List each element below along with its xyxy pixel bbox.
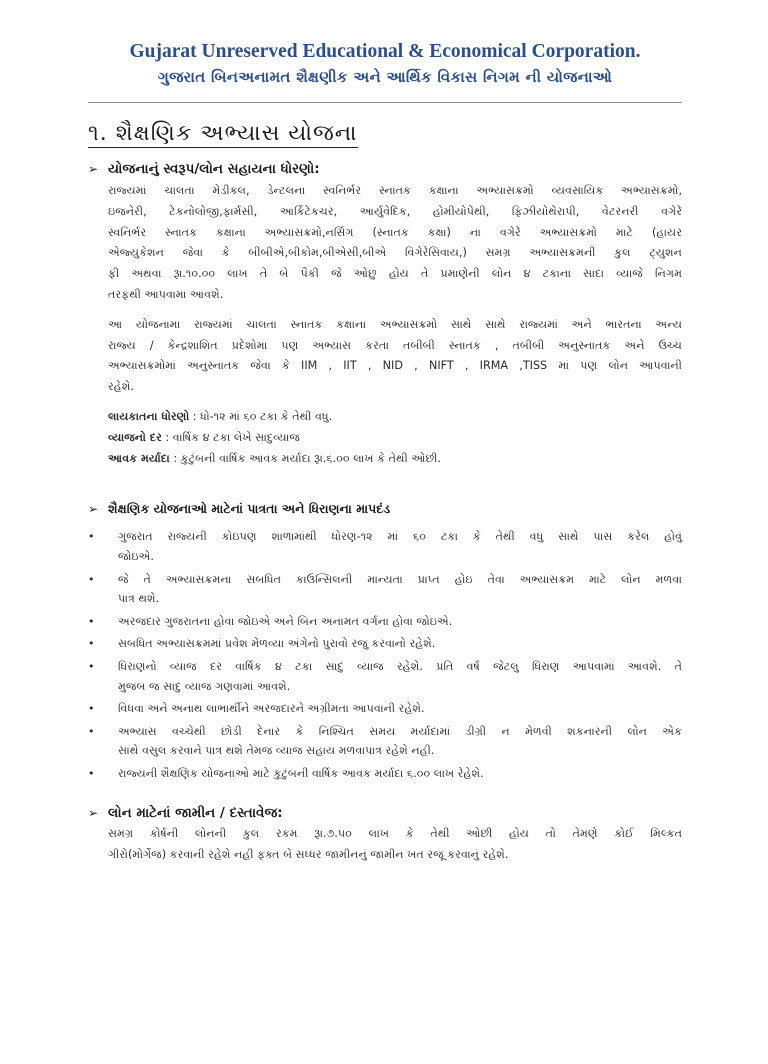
list-item — [88, 527, 682, 566]
list-item — [88, 612, 682, 632]
bullet-dot-icon: • — [88, 614, 95, 628]
paragraph-line: ગીરો(મોર્ગેજ) કરવાની રહેશે નહી ફક્ત બે સધ્ધર જામીનનું જામીન ખત રજૂ કરવાનું રહેશે. — [108, 848, 509, 862]
income-label: આવક મર્યાદા — [108, 451, 170, 465]
list-item — [88, 699, 682, 719]
section-heading-eligibility-criteria — [88, 499, 682, 519]
bullet-dot-icon: • — [88, 724, 95, 738]
organization-name-english: Gujarat Unreserved Educational & Economical Corporation. — [129, 41, 641, 62]
organization-name-gujarati: ગુજરાત બિનઅનામત શૈક્ષણીક અને આર્થિક વિકાસ નિગમ ની યોજનાઓ — [157, 68, 613, 86]
list-item-line: રાજ્યની શૈક્ષણિક યોજનાઓ માટે કુટુંબની વાર્ષિક આવક મર્યાદા ૬.૦૦ લાખ રેહેશે. — [118, 766, 484, 780]
list-item-line: અરજદાર ગુજરાતના હોવા જોઇએ અને બિન અનામત વર્ગના હોવા જોઇએ. — [118, 614, 453, 628]
income-value: : કુટુંબની વાર્ષિક આવક મર્યાદા રૂા.૬.૦૦ લાખ કે તેથી ઓછી. — [169, 451, 442, 465]
loan-description-paragraph — [88, 181, 682, 306]
list-item — [88, 634, 682, 654]
paragraph-line: સમગ્ર કોર્ષની લોનની કુલ રકમ રૂા.૭.૫૦ લાખ કે તેથી ઓછી હોય તો તેમણે કોઈ મિલ્કત — [108, 827, 682, 841]
eligibility-label: લાયકાતના ધોરણો — [108, 409, 190, 423]
paragraph-line: એજ્યુકેશન જેવા કે બીબીએ,બીકોમ,બીએસી,બીએ વિગેરેસિવાય,) સમગ્ર અભ્યાસક્રમની કુલ ટ્યુશન — [108, 246, 682, 260]
paragraph-line: ઇજનેરી, ટેકનોલોજી,ફાર્મસી, આર્કિટેકચર, આર્યુવેદિક, હોમીયોપેથી, ફિઝીયોથેરાપી, વેટરનરી વગેરે — [108, 204, 682, 218]
paragraph-line: રહેશે. — [108, 380, 134, 394]
paragraph-line: આ યોજનામા રાજ્યમાં ચાલતા સ્નાતક કક્ષાના અભ્યાસક્રમો સાથે સાથે રાજ્યમાં અને ભારતના અન્ય — [108, 317, 682, 331]
guarantee-paragraph — [88, 824, 682, 866]
document-page — [0, 40, 768, 1064]
scheme-title — [88, 119, 682, 149]
list-item-line: પાત્ર થશે. — [118, 592, 160, 606]
bullet-dot-icon: • — [88, 766, 95, 780]
header-divider — [88, 102, 682, 103]
list-item-line: અભ્યાસ વચ્ચેથી છોડી દેનાર કે નિશ્ચિત સમય મર્યાદામાં ડીગ્રી ન મેળવી શકનારની લોન એક — [118, 724, 682, 738]
section-heading-text: શૈક્ષણિક યોજનાઓ માટેનાં પાત્રતા અને ધિરાણના માપદંડ — [108, 501, 391, 517]
interest-value: : વાર્ષિક ૪ ટકા લેખે સાદુવ્યાજ — [161, 430, 300, 444]
paragraph-line: ફી અથવા રૂા.૧૦.૦૦ લાખ તે બે પૈકી જે ઓછુ હોય તે પ્રમાણેની લોન ૪ ટકાના સાદા વ્યાજે નિગમ — [108, 267, 682, 281]
arrow-bullet-icon: ➢ — [88, 502, 99, 517]
eligibility-details — [88, 407, 682, 469]
income-line — [108, 449, 682, 470]
eligibility-value: : ધો-૧૨ માં ૬૦ ટકા કે તેથી વધુ. — [189, 409, 333, 423]
arrow-bullet-icon: ➢ — [88, 806, 99, 821]
bullet-dot-icon: • — [88, 637, 95, 651]
list-item-line: સબધિત અભ્યાસક્રમમાં પ્રવેશ મેળવ્યા અંગેનો પુરાવો રજુ કરવાનો રહેશે. — [118, 637, 436, 651]
bullet-dot-icon: • — [88, 530, 95, 544]
list-item-line: મુજબ જ સાદુ વ્યાજ ગણવામાં આવશે. — [118, 679, 291, 693]
scheme-title-text: ૧. શૈક્ષણિક અભ્યાસ યોજના — [88, 121, 358, 146]
list-item-line: સાથે વસુલ કરવાને પાત્ર થશે તેમજ વ્યાજ સહાય મળવાપાત્ર રહેશે નહી. — [118, 744, 435, 758]
bullet-dot-icon: • — [88, 659, 95, 673]
list-item-line: ગુજરાત રાજ્યની કોઇપણ શાળામાંથી ધોરણ-૧૨ માં ૬૦ ટકા કે તેથી વધુ સાથે પાસ કરેલ હોવું — [118, 530, 682, 544]
scheme-coverage-paragraph — [88, 315, 682, 398]
list-item — [88, 657, 682, 696]
section-heading-text: લોન માટેનાં જામીન / દસ્તાવેજ: — [108, 805, 283, 822]
paragraph-line: તરફથી આપવામા આવશે. — [108, 287, 224, 301]
eligibility-line — [108, 407, 682, 428]
list-item — [88, 722, 682, 761]
list-item-line: ધિરાણનો વ્યાજ દર વાર્ષિક ૪ ટકા સાદું વ્યાજ રહેશે. પ્રતિ વર્ષ જેટલુ ધિરાણ આપવામાં આવશે. તે — [118, 659, 682, 673]
list-item-line: જોઇએ. — [118, 549, 154, 563]
paragraph-line: રાજ્યમાં ચાલતા મેડીકલ, ડેન્ટલના સ્વનિર્ભર સ્નાતક કક્ષાના અભ્યાસક્રમો વ્યવસાયિક અભ્યાસક્રમો, — [108, 184, 682, 197]
eligibility-criteria-list — [88, 527, 682, 783]
section-heading-text: યોજનાનું સ્વરૂપ/લોન સહાયના ધોરણો: — [108, 161, 320, 177]
interest-label: વ્યાજનો દર — [108, 430, 162, 444]
list-item — [88, 570, 682, 609]
list-item-line: જે તે અભ્યાસક્રમના સબધિત કાઉન્સિલની માન્યતા પ્રાપ્ત હોઇ તેવા અભ્યાસક્રમ માટે લોન મળવા — [118, 572, 682, 586]
paragraph-line: સ્વનિર્ભર સ્નાતક કક્ષાના અભ્યાસક્રમો,નર્સિંગ (સ્નાતક કક્ષા) ના વગેરે અભ્યાસક્રમો માટે (હાયર — [108, 225, 682, 239]
paragraph-line: અભ્યાસક્રમોમાં અનુસ્નાતક જેવા કે IIM , IIT , NID , NIFT , IRMA ,TISS માં પણ લોન આપવાની — [108, 359, 682, 373]
bullet-dot-icon: • — [88, 572, 95, 586]
arrow-bullet-icon: ➢ — [88, 162, 99, 176]
interest-line — [108, 428, 682, 449]
section-heading-loan-norms — [88, 159, 682, 179]
section-heading-guarantee-documents — [88, 803, 682, 823]
bullet-dot-icon: • — [88, 702, 95, 716]
list-item — [88, 764, 682, 784]
list-item-line: વિધવા અને અનાથ લાભાર્થીને અરજદારને અગ્રીમતા આપવાની રહેશે. — [118, 702, 425, 716]
paragraph-line: રાજ્ય / કેન્દ્રશાશિત પ્રદેશોમા પણ અભ્યાસ કરતા તબીબી સ્નાતક , તબીબી અનુસ્નાતક અને ઉચ્ચ — [108, 338, 682, 352]
